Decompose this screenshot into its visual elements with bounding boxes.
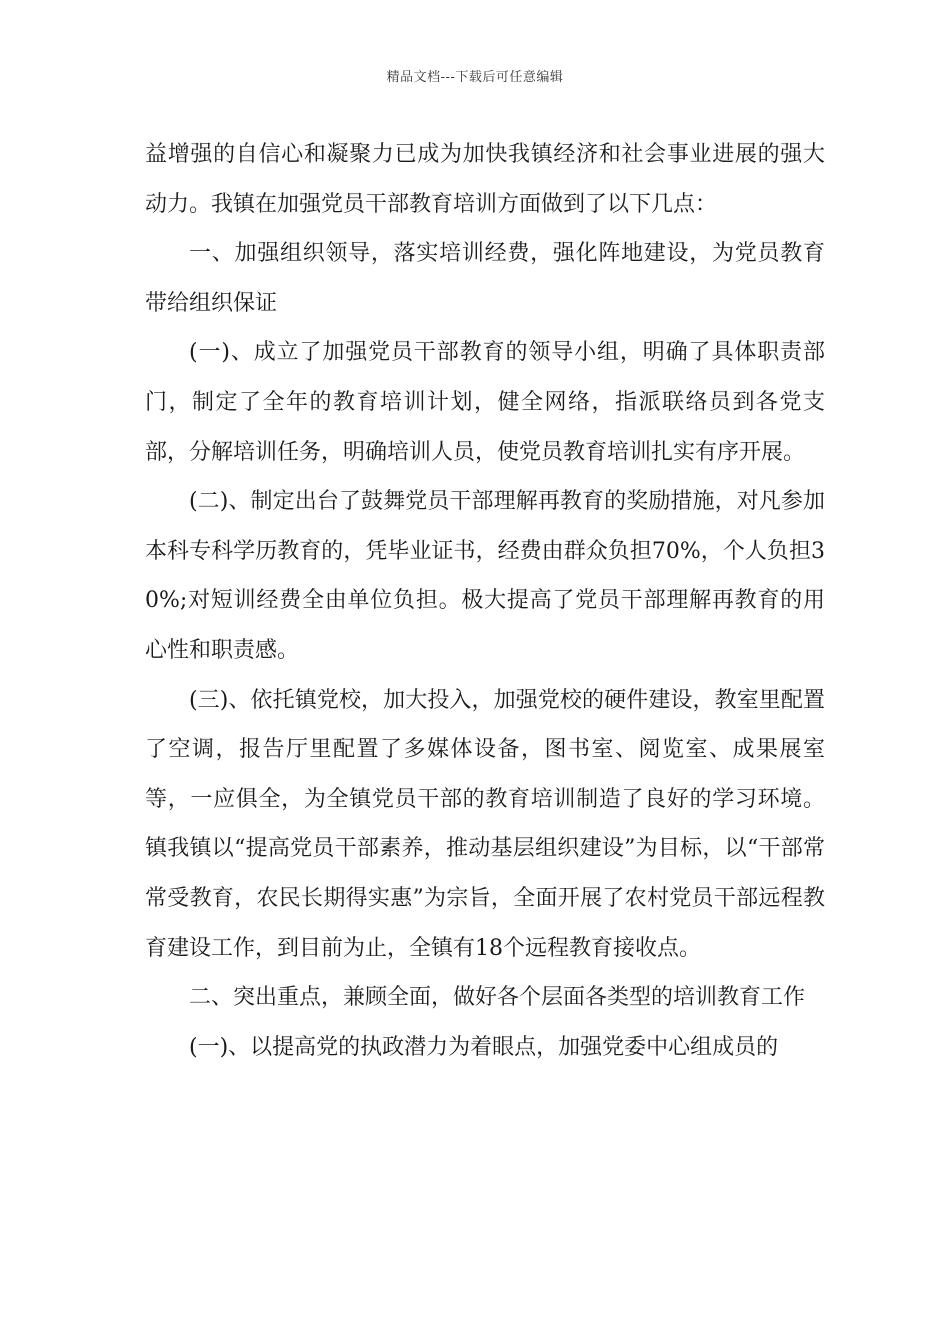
section-heading-2: 二、突出重点，兼顾全面，做好各个层面各类型的培训教育工作 xyxy=(189,985,806,1011)
document-body xyxy=(145,130,825,1072)
section-heading-1: 一、加强组织领导，落实培训经费，强化阵地建设，为党员教育带给组织保证 xyxy=(145,241,825,316)
paragraph-item-1-1: (一)、成立了加强党员干部教育的领导小组，明确了具体职责部门，制定了全年的教育培训计划，健全网络，指派联络员到各党支部，分解培训任务，明确培训人员，使党员教育培训扎实有序开展。 xyxy=(145,340,825,465)
paragraph-item-1-3: (三)、依托镇党校，加大投入，加强党校的硬件建设，教室里配置了空调，报告厅里配置了多媒体设备，图书室、阅览室、成果展室等，一应俱全，为全镇党员干部的教育培训制造了良好的学习环境。镇我镇以“提高党员干部素养，推动基层组织建设”为目标，以“干部常常受教育，农民长期得实惠”为宗旨，全面开展了农村党员干部远程教育建设工作，到目前为止，全镇有18个远程教育接收点。 xyxy=(145,687,825,961)
page-header: 精品文档---下载后可任意编辑 xyxy=(386,70,564,85)
paragraph-item-2-1: (一)、以提高党的执政潜力为着眼点，加强党委中心组成员的 xyxy=(189,1034,779,1060)
paragraph-continuation: 益增强的自信心和凝聚力已成为加快我镇经济和社会事业进展的强大动力。我镇在加强党员干部教育培训方面做到了以下几点： xyxy=(145,142,825,217)
paragraph-item-1-2: (二)、制定出台了鼓舞党员干部理解再教育的奖励措施，对凡参加本科专科学历教育的，凭毕业证书，经费由群众负担70%，个人负担30%;对短训经费全由单位负担。极大提高了党员干部理解再教育的用心性和职责感。 xyxy=(145,489,825,663)
